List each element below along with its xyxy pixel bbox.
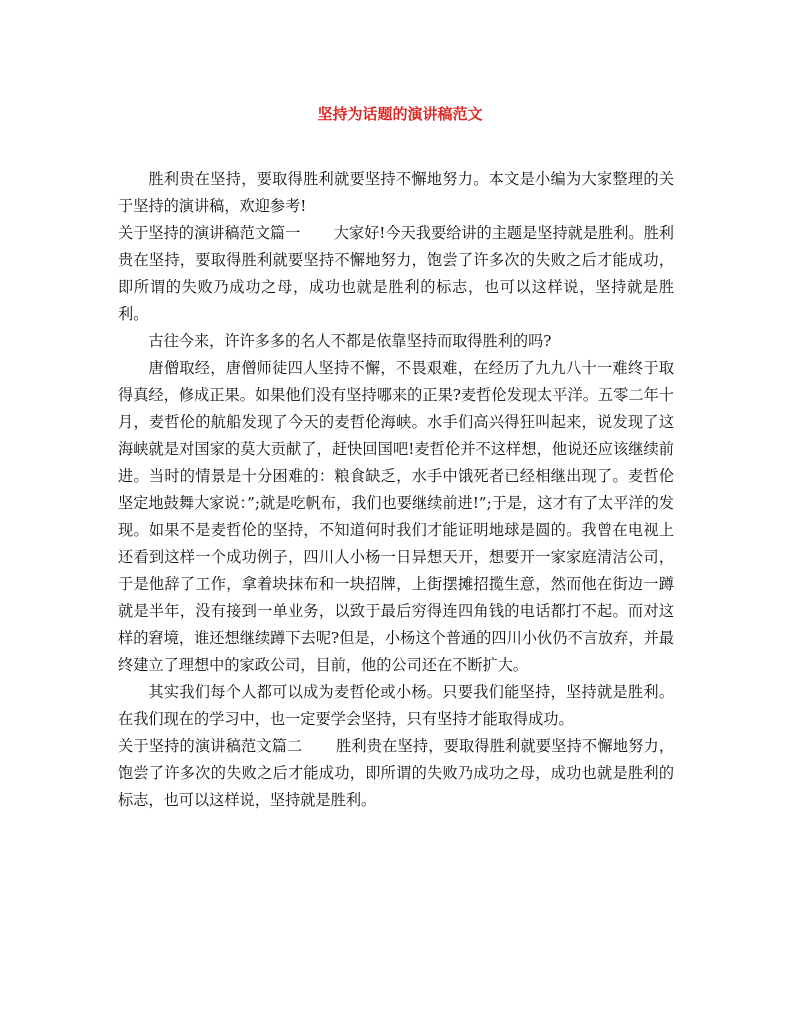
section-one-text: 大家好!今天我要给讲的主题是坚持就是胜利。胜利贵在坚持，要取得胜利就要坚持不懈地努力，饱尝了许多次的失败之后才能成功，即所谓的失败乃成功之母，成功也就是胜利的标志，也可以这样说，坚持就是胜利。 [118, 224, 674, 323]
section-two-text: 胜利贵在坚持，要取得胜利就要坚持不懈地努力，饱尝了许多次的失败之后才能成功，即所谓的失败乃成功之母，成功也就是胜利的标志，也可以这样说，坚持就是胜利。 [118, 737, 675, 809]
paragraph-intro: 胜利贵在坚持，要取得胜利就要坚持不懈地努力。本文是小编为大家整理的关于坚持的演讲稿，欢迎参考! [118, 170, 674, 215]
paragraph-examples: 唐僧取经，唐僧师徒四人坚持不懈，不畏艰难，在经历了九九八十一难终于取得真经，修成正果。如果他们没有坚持哪来的正果?麦哲伦发现太平洋。五零二年十月，麦哲伦的航船发现了今天的麦哲伦海峡。水手们高兴得狂叫起来，说发现了这海峡就是对国家的莫大贡献了，赶快回国吧!麦哲伦并不这样想，他说还应该继续前进。当时的情景是十分困难的：粮食缺乏，水手中饿死者已经相继出现了。麦哲伦坚定地鼓舞大家说：”;就是吃帆布，我们也要继续前进!”;于是，这才有了太平洋的发现。如果不是麦哲伦的坚持，不知道何时我们才能证明地球是圆的。我曾在电视上还看到这样一个成功例子，四川人小杨一日异想天开，想要开一家家庭清洁公司，于是他辞了工作，拿着块抹布和一块招牌，上街摆摊招揽生意，然而他在街边一蹲就是半年，没有接到一单业务，以致于最后穷得连四角钱的电话都打不起。而对这样的窘境，谁还想继续蹲下去呢?但是，小杨这个普通的四川小伙仍不言放弃，并最终建立了理想中的家政公司，目前，他的公司还在不断扩大。 [118, 359, 674, 674]
document-body [118, 166, 674, 814]
paragraph-question: 古往今来，许许多多的名人不都是依靠坚持而取得胜利的吗? [148, 332, 552, 350]
paragraph-section-two [118, 733, 674, 814]
paragraph-section-one [118, 220, 674, 328]
section-heading-two: 关于坚持的演讲稿范文篇二 [118, 737, 303, 755]
paragraph-conclusion: 其实我们每个人都可以成为麦哲伦或小杨。只要我们能坚持，坚持就是胜利。在我们现在的学习中，也一定要学会坚持，只有坚持才能取得成功。 [118, 683, 674, 728]
section-heading-one: 关于坚持的演讲稿范文篇一 [118, 224, 301, 242]
document-title: 坚持为话题的演讲稿范文 [317, 105, 483, 123]
